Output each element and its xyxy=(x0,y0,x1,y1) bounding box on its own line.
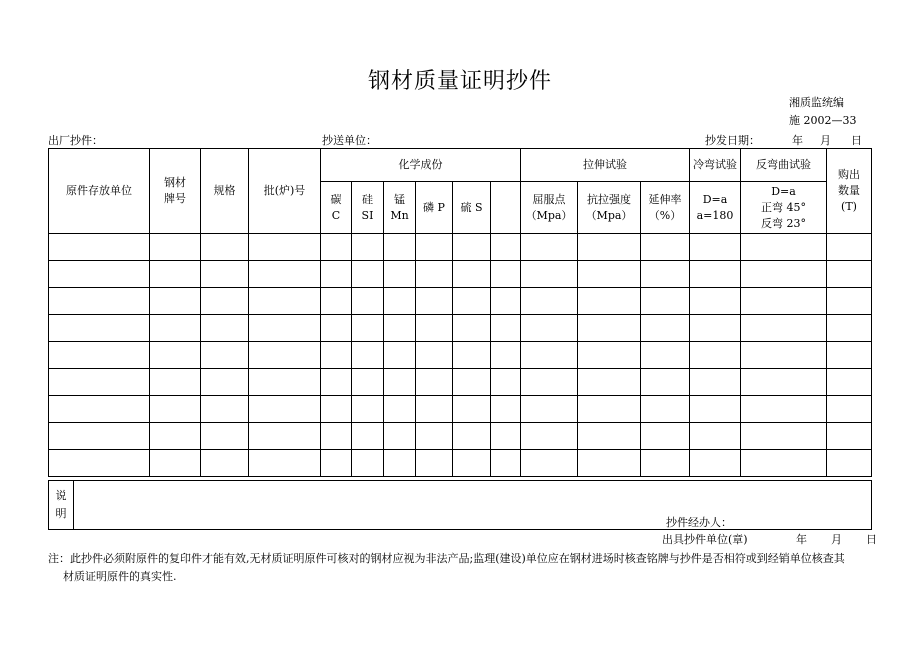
table-cell[interactable] xyxy=(321,450,352,477)
table-cell[interactable] xyxy=(521,450,578,477)
col-elongation-unit: （%） xyxy=(648,208,682,222)
table-cell[interactable] xyxy=(352,234,384,261)
col-carbon-sym: C xyxy=(331,208,341,222)
table-cell[interactable] xyxy=(690,423,741,450)
table-cell[interactable] xyxy=(453,288,491,315)
footnote-line1: 注：此抄件必须附原件的复印件才能有效,无材质证明原件可核对的钢材应视为非法产品;监理(建设)单位应在钢材进场时核查铭牌与抄件是否相符或到经销单位核查其 xyxy=(48,552,845,565)
table-cell[interactable] xyxy=(453,369,491,396)
table-cell[interactable] xyxy=(49,423,150,450)
cold-bend-spec-a: a=180 xyxy=(696,208,734,222)
issue-date-month: 月 xyxy=(820,134,831,147)
table-cell[interactable] xyxy=(150,396,201,423)
table-cell[interactable] xyxy=(49,369,150,396)
table-cell[interactable] xyxy=(827,288,872,315)
table-cell[interactable] xyxy=(641,423,690,450)
table-cell[interactable] xyxy=(321,396,352,423)
table-cell[interactable] xyxy=(150,450,201,477)
table-cell[interactable] xyxy=(491,315,521,342)
table-cell[interactable] xyxy=(491,450,521,477)
col-purchase-qty-line2: 数量 xyxy=(838,184,860,197)
col-origin-unit: 原件存放单位 xyxy=(49,149,150,234)
table-cell[interactable] xyxy=(453,315,491,342)
table-cell[interactable] xyxy=(416,342,453,369)
col-tensile-strength-unit: （Mpa） xyxy=(585,208,633,222)
table-cell[interactable] xyxy=(384,261,416,288)
table-cell[interactable] xyxy=(321,288,352,315)
table-cell[interactable] xyxy=(641,450,690,477)
table-cell[interactable] xyxy=(249,315,321,342)
table-cell[interactable] xyxy=(690,396,741,423)
table-cell[interactable] xyxy=(416,234,453,261)
table-cell[interactable] xyxy=(49,342,150,369)
table-cell[interactable] xyxy=(641,234,690,261)
table-cell[interactable] xyxy=(641,342,690,369)
reverse-bend-spec-forward: 正弯 45° xyxy=(761,200,806,214)
table-cell[interactable] xyxy=(521,423,578,450)
table-cell[interactable] xyxy=(641,288,690,315)
col-tensile-strength xyxy=(578,182,641,234)
col-manganese-cn: 锰 xyxy=(394,192,405,206)
note-box xyxy=(48,480,872,530)
reverse-bend-spec xyxy=(741,182,827,234)
table-cell[interactable] xyxy=(416,288,453,315)
table-cell[interactable] xyxy=(491,396,521,423)
table-cell[interactable] xyxy=(453,342,491,369)
table-cell[interactable] xyxy=(453,423,491,450)
table-row xyxy=(49,342,872,369)
col-elongation-label: 延伸率 xyxy=(648,192,682,206)
issue-date-label: 抄发日期： xyxy=(705,134,760,147)
table-cell[interactable] xyxy=(201,423,249,450)
table-cell[interactable] xyxy=(491,369,521,396)
table-cell[interactable] xyxy=(453,234,491,261)
table-cell[interactable] xyxy=(352,450,384,477)
table-cell[interactable] xyxy=(201,342,249,369)
table-cell[interactable] xyxy=(384,369,416,396)
table-cell[interactable] xyxy=(827,315,872,342)
table-cell[interactable] xyxy=(321,342,352,369)
copy-to-label: 抄送单位： xyxy=(322,134,377,147)
table-cell[interactable] xyxy=(690,261,741,288)
col-reverse-bend: 反弯曲试验 xyxy=(741,149,827,182)
table-cell[interactable] xyxy=(201,396,249,423)
reverse-bend-spec-d: D=a xyxy=(771,184,796,198)
table-cell[interactable] xyxy=(453,396,491,423)
col-silicon xyxy=(352,182,384,234)
table-row xyxy=(49,396,872,423)
table-cell[interactable] xyxy=(521,288,578,315)
table-cell[interactable] xyxy=(827,423,872,450)
form-code: 施 2002—33 xyxy=(789,114,857,127)
table-cell[interactable] xyxy=(641,261,690,288)
table-cell[interactable] xyxy=(201,288,249,315)
table-cell[interactable] xyxy=(827,396,872,423)
table-cell[interactable] xyxy=(741,396,827,423)
table-cell[interactable] xyxy=(690,315,741,342)
table-cell[interactable] xyxy=(352,369,384,396)
table-cell[interactable] xyxy=(384,315,416,342)
table-cell[interactable] xyxy=(491,261,521,288)
table-cell[interactable] xyxy=(578,342,641,369)
col-steel-grade xyxy=(150,149,201,234)
table-cell[interactable] xyxy=(150,288,201,315)
table-row xyxy=(49,315,872,342)
table-cell[interactable] xyxy=(416,396,453,423)
table-cell[interactable] xyxy=(578,450,641,477)
col-tensile-strength-label: 抗拉强度 xyxy=(587,192,631,206)
table-cell[interactable] xyxy=(384,234,416,261)
table-cell[interactable] xyxy=(521,234,578,261)
col-yield-point-unit: （Mpa） xyxy=(525,208,573,222)
table-cell[interactable] xyxy=(491,234,521,261)
col-manganese-sym: Mn xyxy=(390,208,409,222)
table-cell[interactable] xyxy=(49,234,150,261)
issue-date-year: 年 xyxy=(792,134,803,147)
table-cell[interactable] xyxy=(150,342,201,369)
table-cell[interactable] xyxy=(578,396,641,423)
table-cell[interactable] xyxy=(249,342,321,369)
table-cell[interactable] xyxy=(201,315,249,342)
col-cold-bend: 冷弯试验 xyxy=(690,149,741,182)
table-cell[interactable] xyxy=(578,423,641,450)
group-tensile: 拉伸试验 xyxy=(521,149,690,182)
steel-quality-table xyxy=(48,148,872,477)
table-cell[interactable] xyxy=(521,369,578,396)
footer-month: 月 xyxy=(831,533,842,546)
table-cell[interactable] xyxy=(416,450,453,477)
table-cell[interactable] xyxy=(352,288,384,315)
table-cell[interactable] xyxy=(827,369,872,396)
table-cell[interactable] xyxy=(384,396,416,423)
col-purchase-qty-line1: 购出 xyxy=(838,168,860,181)
col-purchase-qty xyxy=(827,149,872,234)
table-cell[interactable] xyxy=(352,342,384,369)
table-cell[interactable] xyxy=(201,369,249,396)
table-cell[interactable] xyxy=(641,369,690,396)
table-cell[interactable] xyxy=(352,396,384,423)
table-cell[interactable] xyxy=(741,423,827,450)
table-cell[interactable] xyxy=(249,288,321,315)
table-cell[interactable] xyxy=(150,423,201,450)
table-cell[interactable] xyxy=(416,369,453,396)
col-sulfur: 硫 S xyxy=(453,182,491,234)
col-elongation xyxy=(641,182,690,234)
issue-date-day: 日 xyxy=(851,134,862,147)
col-manganese xyxy=(384,182,416,234)
table-cell[interactable] xyxy=(384,450,416,477)
table-cell[interactable] xyxy=(150,315,201,342)
table-cell[interactable] xyxy=(150,369,201,396)
footer-day: 日 xyxy=(866,533,877,546)
page-title: 钢材质量证明抄件 xyxy=(367,69,552,94)
table-cell[interactable] xyxy=(741,261,827,288)
table-cell[interactable] xyxy=(249,234,321,261)
table-cell[interactable] xyxy=(384,288,416,315)
table-cell[interactable] xyxy=(249,450,321,477)
table-row xyxy=(49,369,872,396)
issuer-unit-label: 出具抄件单位(章) xyxy=(662,533,748,546)
table-cell[interactable] xyxy=(201,450,249,477)
table-cell[interactable] xyxy=(384,342,416,369)
table-cell[interactable] xyxy=(49,396,150,423)
table-cell[interactable] xyxy=(827,234,872,261)
table-cell[interactable] xyxy=(641,396,690,423)
col-batch: 批(炉)号 xyxy=(249,149,321,234)
table-cell[interactable] xyxy=(521,261,578,288)
table-row xyxy=(49,288,872,315)
table-cell[interactable] xyxy=(641,315,690,342)
table-cell[interactable] xyxy=(741,315,827,342)
table-cell[interactable] xyxy=(416,261,453,288)
handler-label: 抄件经办人： xyxy=(666,516,732,529)
note-label-char2: 明 xyxy=(55,507,67,520)
table-cell[interactable] xyxy=(49,450,150,477)
note-content-cell[interactable] xyxy=(74,481,872,530)
table-cell[interactable] xyxy=(690,288,741,315)
table-cell[interactable] xyxy=(741,288,827,315)
table-cell[interactable] xyxy=(741,450,827,477)
table-cell[interactable] xyxy=(321,234,352,261)
cold-bend-spec xyxy=(690,182,741,234)
table-row xyxy=(49,423,872,450)
col-yield-point xyxy=(521,182,578,234)
table-cell[interactable] xyxy=(578,234,641,261)
table-cell[interactable] xyxy=(321,315,352,342)
col-yield-point-label: 屈服点 xyxy=(532,192,566,206)
note-label-cell xyxy=(49,481,74,530)
issuer-label: 湘质监统编 xyxy=(789,96,844,109)
table-cell[interactable] xyxy=(352,423,384,450)
table-cell[interactable] xyxy=(690,450,741,477)
reverse-bend-spec-reverse: 反弯 23° xyxy=(761,216,806,230)
col-chem-extra xyxy=(491,182,521,234)
table-cell[interactable] xyxy=(201,234,249,261)
note-label-char1: 说 xyxy=(55,489,67,502)
col-steel-grade-line2: 牌号 xyxy=(164,192,186,205)
footer-year: 年 xyxy=(796,533,807,546)
col-carbon-cn: 碳 xyxy=(330,192,342,206)
table-cell[interactable] xyxy=(827,261,872,288)
table-cell[interactable] xyxy=(201,261,249,288)
table-row xyxy=(49,234,872,261)
table-row xyxy=(49,261,872,288)
footnote-line2: 材质证明原件的真实性. xyxy=(63,570,177,583)
table-cell[interactable] xyxy=(416,315,453,342)
table-cell[interactable] xyxy=(827,342,872,369)
col-steel-grade-line1: 钢材 xyxy=(164,176,186,189)
col-spec: 规格 xyxy=(201,149,249,234)
col-phosphorus: 磷 P xyxy=(416,182,453,234)
table-cell[interactable] xyxy=(690,234,741,261)
table-cell[interactable] xyxy=(453,450,491,477)
table-cell[interactable] xyxy=(521,396,578,423)
table-cell[interactable] xyxy=(491,342,521,369)
table-cell[interactable] xyxy=(521,342,578,369)
col-purchase-qty-line3: (T) xyxy=(841,200,857,213)
col-silicon-cn: 硅 xyxy=(362,192,373,206)
table-cell[interactable] xyxy=(578,315,641,342)
factory-copy-label: 出厂抄件： xyxy=(48,134,103,147)
table-cell[interactable] xyxy=(249,423,321,450)
cold-bend-spec-d: D=a xyxy=(702,192,728,206)
table-cell[interactable] xyxy=(49,315,150,342)
table-cell[interactable] xyxy=(827,450,872,477)
table-cell[interactable] xyxy=(491,423,521,450)
table-cell[interactable] xyxy=(352,315,384,342)
table-cell[interactable] xyxy=(384,423,416,450)
table-cell[interactable] xyxy=(578,288,641,315)
table-cell[interactable] xyxy=(321,261,352,288)
table-cell[interactable] xyxy=(741,234,827,261)
table-cell[interactable] xyxy=(521,315,578,342)
table-cell[interactable] xyxy=(690,342,741,369)
table-cell[interactable] xyxy=(49,288,150,315)
table-cell[interactable] xyxy=(741,342,827,369)
table-cell[interactable] xyxy=(690,369,741,396)
table-cell[interactable] xyxy=(249,369,321,396)
table-cell[interactable] xyxy=(249,261,321,288)
table-cell[interactable] xyxy=(578,261,641,288)
table-cell[interactable] xyxy=(150,261,201,288)
table-cell[interactable] xyxy=(453,261,491,288)
table-cell[interactable] xyxy=(491,288,521,315)
table-cell[interactable] xyxy=(578,369,641,396)
col-carbon xyxy=(321,182,352,234)
table-cell[interactable] xyxy=(150,234,201,261)
table-cell[interactable] xyxy=(352,261,384,288)
table-row xyxy=(49,450,872,477)
table-cell[interactable] xyxy=(321,369,352,396)
col-silicon-sym: SI xyxy=(361,208,374,222)
table-cell[interactable] xyxy=(321,423,352,450)
group-chemical: 化学成份 xyxy=(321,149,521,182)
table-cell[interactable] xyxy=(249,396,321,423)
table-cell[interactable] xyxy=(49,261,150,288)
table-cell[interactable] xyxy=(741,369,827,396)
table-cell[interactable] xyxy=(416,423,453,450)
